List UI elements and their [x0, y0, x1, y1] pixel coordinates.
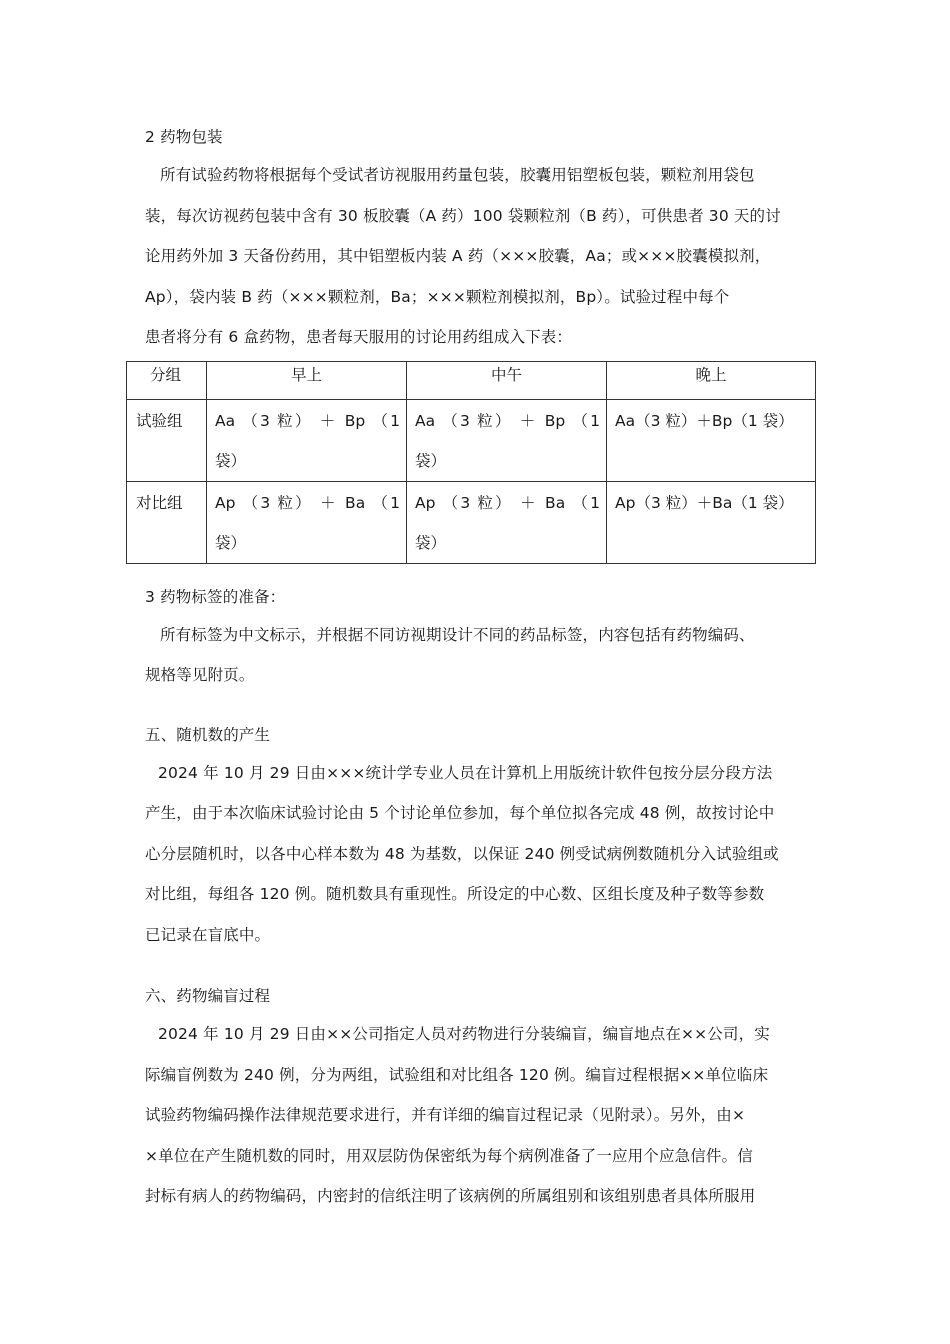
cell-text: Aa （3 粒） ＋ Bp （1 袋） — [415, 412, 600, 470]
cell-text: Aa（3 粒）＋Bp（1 袋） — [615, 412, 794, 430]
cell-group: 对比组 — [127, 482, 207, 564]
paragraph-line: 患者将分有 6 盒药物，患者每天服用的讨论用药组成入下表： — [145, 328, 573, 346]
cell-noon — [407, 400, 607, 482]
paragraph-line: 产生，由于本次临床试验讨论由 5 个讨论单位参加，每个单位拟各完成 48 例，故按讨论中 — [145, 804, 775, 822]
cell-morning — [207, 400, 407, 482]
paragraph-line: 对比组，每组各 120 例。随机数具有重现性。所设定的中心数、区组长度及种子数等参数 — [145, 885, 765, 903]
cell-text: Ap （3 粒） ＋ Ba （1 袋） — [215, 494, 400, 552]
header-morning: 早上 — [207, 362, 407, 400]
cell-morning — [207, 482, 407, 564]
cell-text: Ap（3 粒）＋Ba（1 袋） — [615, 494, 794, 512]
section-heading-packaging: 2 药物包装 — [145, 128, 223, 146]
section-heading-labels: 3 药物标签的准备： — [145, 588, 286, 606]
cell-noon — [407, 482, 607, 564]
paragraph-line: 论用药外加 3 天备份药用，其中铝塑板内装 A 药（×××胶囊，Aa；或×××胶囊模拟剂， — [145, 247, 771, 265]
cell-text: Aa （3 粒） ＋ Bp （1 袋） — [215, 412, 400, 470]
table-row — [127, 400, 816, 482]
paragraph-line: 2024 年 10 月 29 日由×××统计学专业人员在计算机上用版统计软件包按分层分段方法 — [158, 764, 773, 782]
table-row — [127, 482, 816, 564]
cell-evening — [607, 400, 816, 482]
paragraph-line: 所有标签为中文标示，并根据不同访视期设计不同的药品标签，内容包括有药物编码、 — [160, 626, 755, 644]
paragraph-line: 2024 年 10 月 29 日由××公司指定人员对药物进行分装编盲，编盲地点在××公司，实 — [158, 1025, 770, 1043]
paragraph-line: Ap），袋内装 B 药（×××颗粒剂，Ba；×××颗粒剂模拟剂，Bp）。试验过程中每个 — [145, 288, 730, 306]
section-heading-random: 五、随机数的产生 — [145, 726, 271, 744]
table-header-row — [127, 362, 816, 400]
paragraph-line: 装，每次访视药包装中含有 30 板胶囊（A 药）100 袋颗粒剂（B 药），可供患者 30 天的讨 — [145, 207, 781, 225]
section-heading-blinding: 六、药物编盲过程 — [145, 987, 271, 1005]
header-noon: 中午 — [407, 362, 607, 400]
cell-group: 试验组 — [127, 400, 207, 482]
paragraph-line: ×单位在产生随机数的同时，用双层防伪保密纸为每个病例准备了一应用个应急信件。信 — [145, 1147, 753, 1165]
paragraph-line: 规格等见附页。 — [145, 666, 255, 684]
paragraph-line: 封标有病人的药物编码，内密封的信纸注明了该病例的所属组别和该组别患者具体所服用 — [145, 1187, 756, 1205]
header-evening: 晚上 — [607, 362, 816, 400]
paragraph-line: 际编盲例数为 240 例，分为两组，试验组和对比组各 120 例。编盲过程根据××单位临床 — [145, 1066, 769, 1084]
cell-evening — [607, 482, 816, 564]
cell-text: Ap （3 粒） ＋ Ba （1 袋） — [415, 494, 600, 552]
paragraph-line: 所有试验药物将根据每个受试者访视服用药量包装，胶囊用铝塑板包装，颗粒剂用袋包 — [160, 166, 755, 184]
dosage-table — [126, 361, 816, 564]
paragraph-line: 试验药物编码操作法律规范要求进行，并有详细的编盲过程记录（见附录）。另外，由× — [145, 1106, 746, 1124]
header-group: 分组 — [127, 362, 207, 400]
paragraph-line: 已记录在盲底中。 — [145, 926, 271, 944]
paragraph-line: 心分层随机时，以各中心样本数为 48 为基数，以保证 240 例受试病例数随机分入试验组或 — [145, 845, 779, 863]
